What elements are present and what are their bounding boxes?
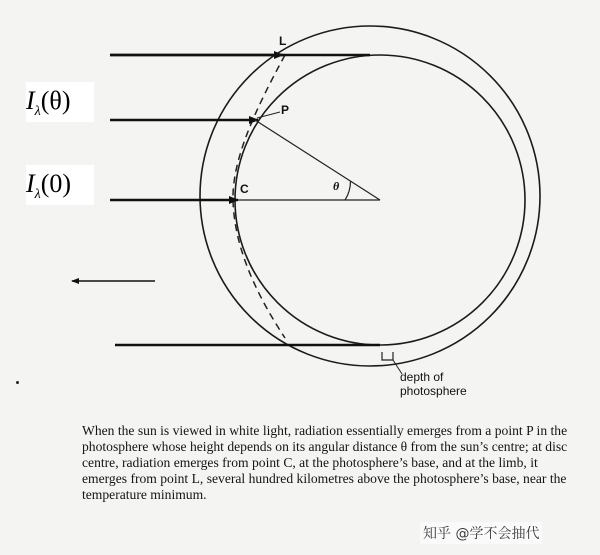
label-l: L [279, 34, 287, 48]
label-c: C [240, 182, 249, 196]
intensity-theta-base: I [26, 86, 35, 115]
label-depth-line2: photosphere [400, 384, 467, 398]
outer-circle [200, 26, 540, 366]
intensity-zero-arg: (0) [40, 169, 72, 198]
depth-marker [382, 352, 393, 360]
intensity-theta-label [26, 82, 94, 122]
label-theta: θ [333, 179, 340, 193]
label-p: P [281, 103, 290, 117]
intensity-theta-sub: λ [34, 104, 41, 119]
watermark: 知乎 @学不会抽代 [420, 522, 542, 544]
intensity-theta-arg: (θ) [40, 86, 71, 115]
radius-to-p [255, 120, 380, 200]
theta-arc [345, 181, 351, 200]
stray-dot [16, 381, 19, 384]
intensity-zero-base: I [26, 169, 35, 198]
intensity-zero-sub: λ [34, 187, 41, 202]
figure-caption: When the sun is viewed in white light, radiation essentially emerges from a point P in the photosphere whose height depends on its angular distance θ from the sun’s centre; at disc centre, radiation emerges from point C, at the photosphere’s base, and at the limb, it emerges from point L, several hundred kilometres above the photosphere’s base, near the temperature minimum. [82, 423, 568, 502]
p-pointer-line [257, 112, 280, 118]
intensity-zero-label [26, 165, 94, 205]
label-depth-line1: depth of [400, 370, 444, 384]
